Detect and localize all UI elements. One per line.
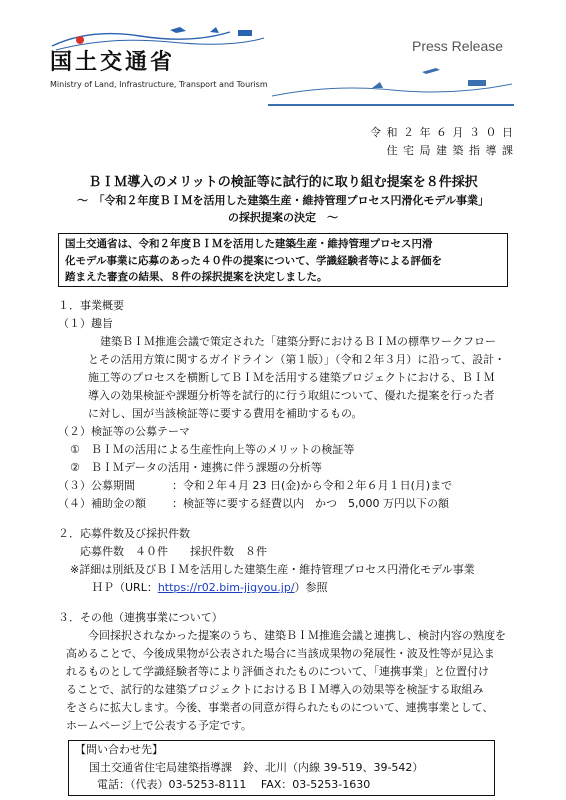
header-divider bbox=[268, 104, 514, 106]
recruitment-period-label: （３）公募期間 bbox=[58, 479, 135, 492]
logo-subtitle: Ministry of Land, Infrastructure, Transport and Tourism bbox=[50, 80, 268, 89]
section3-body-line: ホームページ上で公表する予定です。 bbox=[66, 719, 252, 732]
header bbox=[0, 0, 566, 110]
section1-sub2-heading: （２）検証等の公募テーマ bbox=[58, 425, 190, 438]
section1-body-line: 施工等のプロセスを横断してＢＩＭを活用する建築プロジェクトにおける、ＢＩＭ bbox=[88, 371, 495, 384]
section1-sub1-heading: （１）趣旨 bbox=[58, 317, 113, 330]
section3-body-line: 高めることで、今後成果物が公表された場合に当該成果物の発展性・波及性等が見込ま bbox=[66, 647, 495, 660]
contact-phone-fax: 電話：（代表）03-5253-8111 FAX：03-5253-1630 bbox=[97, 778, 371, 791]
section1-heading: １．事業概要 bbox=[58, 299, 124, 312]
contact-line: 国土交通省住宅局建築指導課 鈴、北川（内線 39-519、39-542） bbox=[89, 761, 424, 774]
recruitment-period-value: ：令和２年４月 23 日(金)から令和２年６月１日(月)まで bbox=[172, 479, 453, 492]
url-prefix: ＨＰ（URL： bbox=[92, 581, 158, 594]
subsidy-amount-label: （４）補助金の額 bbox=[58, 497, 146, 510]
page-title: ＢＩＭ導入のメリットの検証等に試行的に取り組む提案を８件採択 bbox=[88, 175, 478, 190]
application-counts: 応募件数 ４０件 採択件数 ８件 bbox=[80, 545, 267, 558]
transport-illustration-icon bbox=[272, 44, 512, 104]
section1-body-line: とその活用方策に関するガイドライン（第１版）」（令和２年３月）に沿って、設計・ bbox=[88, 353, 506, 366]
section3-body-line: 今回採択されなかった提案のうち、建築ＢＩＭ推進会議と連携し、検討内容の熟度を bbox=[88, 629, 506, 642]
details-note-url-line bbox=[92, 579, 328, 597]
page-subtitle-line1: ～ 「令和２年度ＢＩＭを活用した建築生産・維持管理プロセス円滑化モデル事業」 bbox=[77, 194, 489, 207]
page-subtitle-line2: の採択提案の決定 ～ bbox=[228, 211, 338, 224]
project-website-link[interactable]: https://r02.bim-jigyou.jp/ bbox=[157, 581, 295, 594]
details-note: ※詳細は別紙及びＢＩＭを活用した建築生産・維持管理プロセス円滑化モデル事業 bbox=[70, 563, 475, 576]
section1-body-line: 建築ＢＩＭ推進会議で策定された「建築分野におけるＢＩＭの標準ワークフロー bbox=[100, 335, 496, 348]
summary-box bbox=[58, 233, 508, 287]
section1-body-line: に対し、国が当該検証等に要する費用を補助するもの。 bbox=[88, 407, 363, 420]
section3-body-line: をさらに拡大します。今後、事業者の同意が得られたものについて、連携事業として、 bbox=[66, 701, 494, 714]
contact-box bbox=[68, 740, 495, 796]
section3-body-line: ることで、試行的な建築プロジェクトにおけるＢＩＭ導入の効果等を検証する取組み bbox=[66, 683, 484, 696]
section3-heading: ３．その他（連携事業について） bbox=[58, 611, 223, 624]
section3-body-line: れるものとして学識経験者等により評価されたものについて、「連携事業」と位置付け bbox=[66, 665, 490, 678]
section2-heading: ２．応募件数及び採択件数 bbox=[58, 527, 190, 540]
summary-line: 踏まえた審査の結果、８件の採択提案を決定しました。 bbox=[65, 271, 328, 283]
theme-item: ② ＢＩＭデータの活用・連携に伴う課題の分析等 bbox=[70, 461, 322, 474]
summary-line: 国土交通省は、令和２年度ＢＩＭを活用した建築生産・維持管理プロセス円滑 bbox=[65, 238, 433, 250]
theme-item: ① ＢＩＭの活用による生産性向上等のメリットの検証等 bbox=[70, 443, 355, 456]
logo-text: 国土交通省 bbox=[50, 50, 176, 75]
url-suffix: ）参照 bbox=[294, 581, 328, 594]
summary-line: 化モデル事業に応募のあった４０件の提案について、学識経験者等による評価を bbox=[65, 254, 442, 267]
contact-heading: 【問い合わせ先】 bbox=[75, 743, 163, 756]
section1-body-line: 導入の効果検証や課題分析等を試行的に行う取組について、優れた提案を行った者 bbox=[88, 389, 495, 402]
release-date: 令 和 ２ 年 ６ 月 ３ ０ 日 bbox=[370, 126, 514, 139]
department-name: 住 宅 局 建 築 指 導 課 bbox=[386, 144, 514, 157]
subsidy-amount-value: ：検証等に要する経費以内 かつ 5,000 万円以下の額 bbox=[172, 497, 449, 510]
press-release-label: Press Release bbox=[412, 38, 504, 54]
